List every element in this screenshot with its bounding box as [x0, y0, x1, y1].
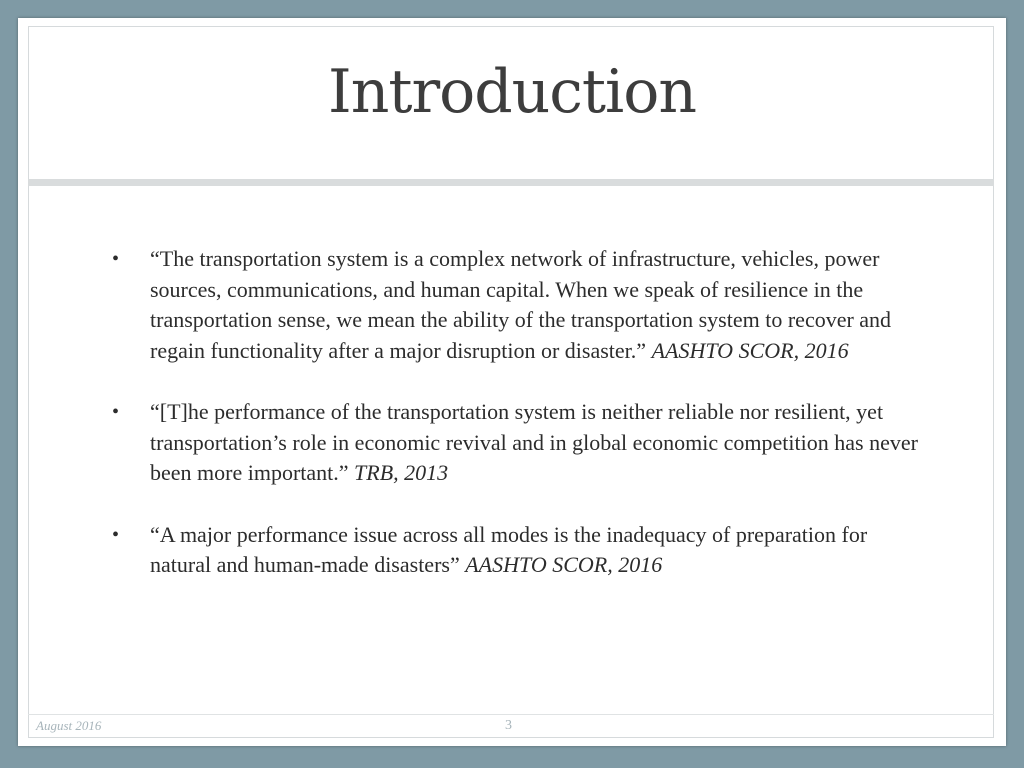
bullet-item-1 [108, 244, 928, 366]
bullet-list [108, 244, 928, 612]
bullet-text: “[T]he performance of the transportation system is neither reliable nor resilient, yet transportation’s role in economic revival and in global economic competition has never been more important.” [150, 399, 918, 485]
bullet-source: AASHTO SCOR, 2016 [465, 552, 663, 577]
footer-date: August 2016 [36, 718, 102, 733]
bullet-marker: • [112, 248, 120, 270]
slide-title: Introduction [328, 57, 696, 127]
bullet-item-3 [108, 520, 928, 581]
bullet-source: AASHTO SCOR, 2016 [651, 337, 849, 363]
bullet-marker: • [112, 523, 120, 546]
bullet-text: “A major performance issue across all modes is the inadequacy of preparation for natural and human-made disasters” [150, 521, 868, 577]
title-area [18, 18, 1006, 178]
bullet-text: “The transportation system is a complex network of infrastructure, vehicles, power sources, communications, and human capital. When we speak of resilience in the transportation sense, we mean the ability of the transportation system to recover and regain functionality after a major disruption or disaster.” [150, 246, 892, 363]
bullet-source: TRB, 2013 [354, 460, 449, 485]
page-number: 3 [505, 718, 512, 733]
bullet-marker: • [112, 401, 120, 423]
title-divider [28, 179, 994, 186]
footer-divider [28, 714, 994, 715]
bullet-item-2 [108, 397, 928, 489]
slide [18, 18, 1006, 746]
